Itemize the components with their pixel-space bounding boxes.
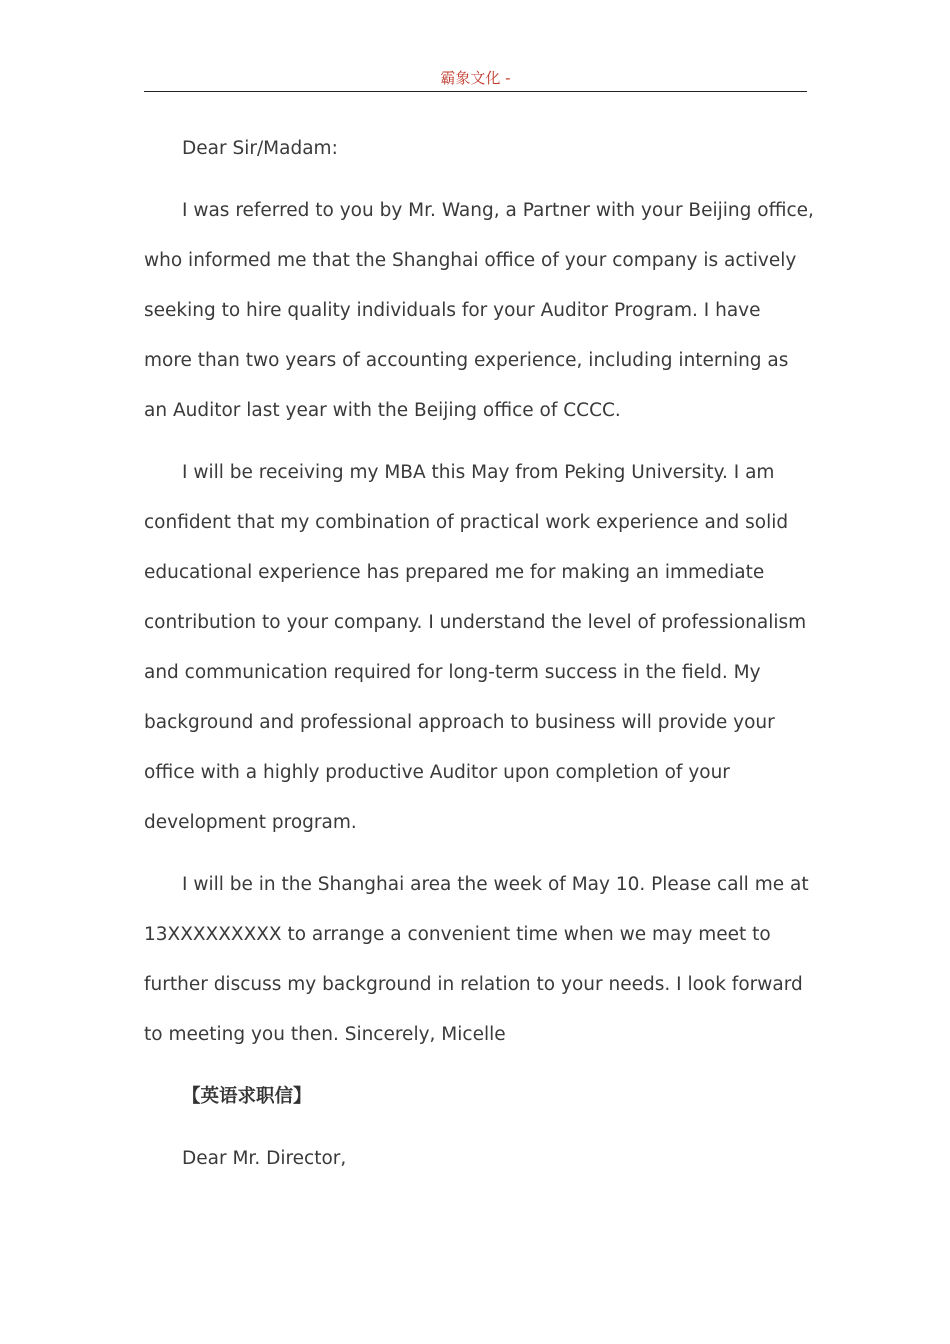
paragraph-2: I will be receiving my MBA this May from Peking University. I am confident that my combination of practical work experience and solid educational experience has prepared me for making an immediate contribution to your company. I understand the level of professionalism and communication required for long-term success in the field. My background and professional approach to business will provide your office with a highly productive Auditor upon completion of your development program. xyxy=(144,462,807,833)
document-body xyxy=(144,124,814,1196)
paragraph-1: I was referred to you by Mr. Wang, a Partner with your Beijing office, who informed me that the Shanghai office of your company is actively seeking to hire quality individuals for your Auditor Program. I have more than two years of accounting experience, including interning as an Auditor last year with the Beijing office of CCCC. xyxy=(144,200,814,421)
page-header xyxy=(144,66,807,92)
salutation-2: Dear Mr. Director, xyxy=(182,1148,347,1169)
header-text: 霸象文化 - xyxy=(440,69,511,87)
paragraph-3: I will be in the Shanghai area the week of May 10. Please call me at 13XXXXXXXXX to arrange a convenient time when we may meet to further discuss my background in relation to your needs. I look forward to meeting you then. Sincerely, Micelle xyxy=(144,874,809,1045)
section-heading: 【英语求职信】 xyxy=(182,1086,312,1107)
salutation-1: Dear Sir/Madam: xyxy=(182,138,338,159)
